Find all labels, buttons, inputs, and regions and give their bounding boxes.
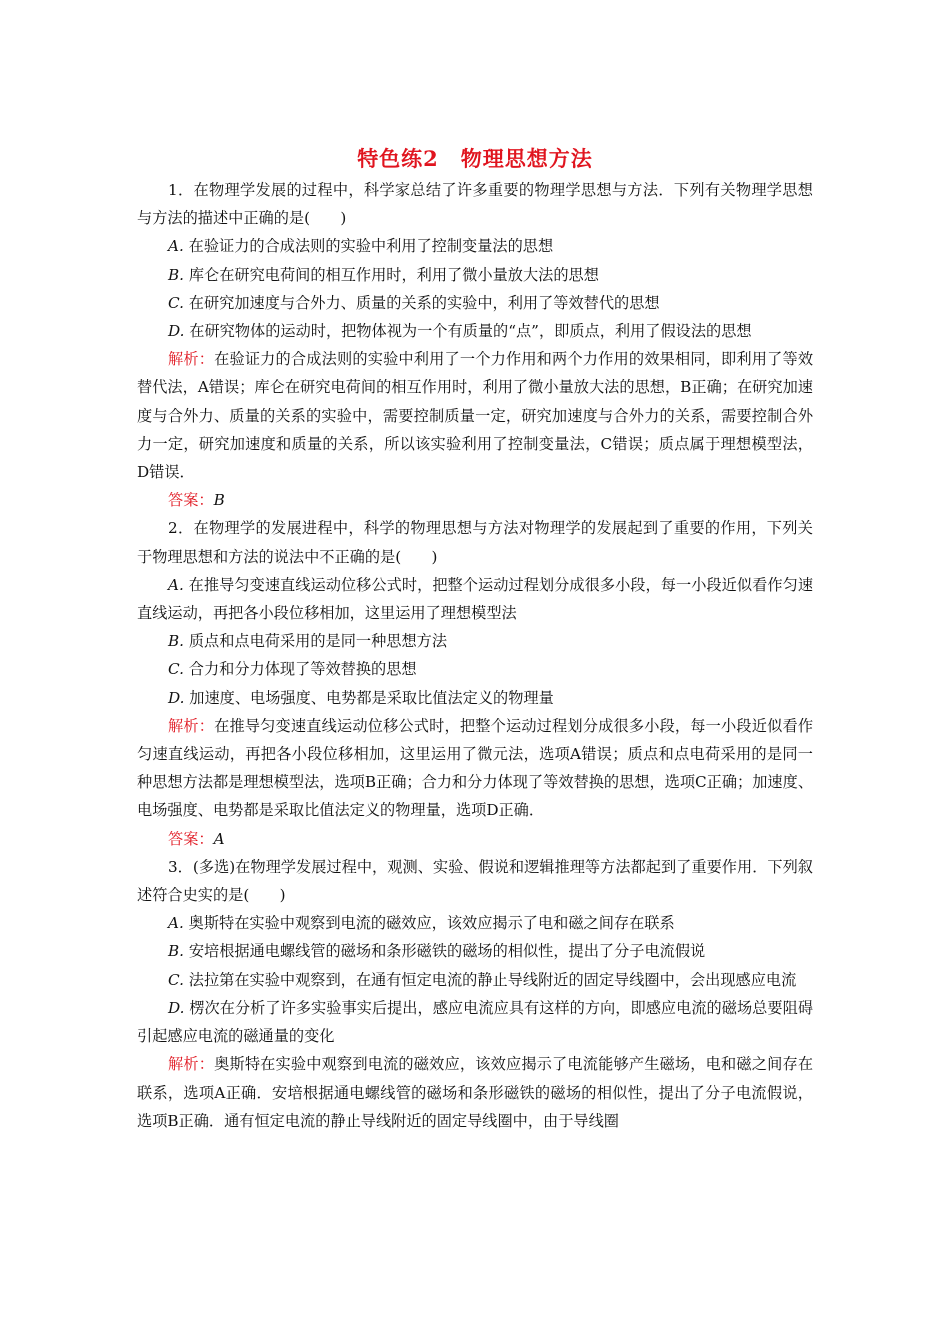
question-1 [137, 176, 813, 514]
option-text: 在验证力的合成法则的实验中利用了控制变量法的思想 [188, 237, 554, 256]
document-body [137, 176, 813, 1135]
option-letter: A. [168, 237, 184, 256]
option-a [137, 909, 813, 937]
option-b [137, 261, 813, 289]
analysis-text: 在验证力的合成法则的实验中利用了一个力作用和两个力作用的效果相同，即利用了等效替代法，A错误；库仑在研究电荷间的相互作用时，利用了微小量放大法的思想，B正确；在研究加速度与合外力、质量的关系的实验中，需要控制质量一定，研究加速度与合外力的关系，需要控制合外力一定，研究加速度和质量的关系，所以该实验利用了控制变量法，C错误；质点属于理想模型法，D错误． [137, 350, 814, 482]
option-letter: A. [168, 575, 184, 594]
option-letter: D. [168, 688, 185, 707]
answer [137, 825, 813, 853]
option-b [137, 627, 813, 655]
question-stem: 2．在物理学的发展进程中，科学的物理思想与方法对物理学的发展起到了重要的作用，下列关于物理思想和方法的说法中不正确的是( ) [137, 519, 813, 566]
analysis-text: 在推导匀变速直线运动位移公式时，把整个运动过程划分成很多小段，每一小段近似看作匀速直线运动，再把各小段位移相加，这里运用了微元法，选项A错误；质点和点电荷采用的是同一种思想方法都是理想模型法，选项B正确；合力和分力体现了等效替换的思想，选项C正确；加速度、电场强度、电势都是采取比值法定义的物理量，选项D正确． [137, 716, 814, 820]
answer-value: B [213, 491, 225, 510]
option-d [137, 994, 813, 1050]
option-letter: B. [168, 632, 184, 651]
option-letter: A. [168, 914, 184, 933]
option-letter: C. [168, 293, 184, 312]
option-text: 质点和点电荷采用的是同一种思想方法 [188, 632, 448, 651]
question-3 [137, 853, 813, 1135]
option-text: 在研究加速度与合外力、质量的关系的实验中，利用了等效替代的思想 [188, 293, 660, 312]
option-text: 加速度、电场强度、电势都是采取比值法定义的物理量 [189, 688, 554, 707]
option-letter: D. [168, 322, 185, 341]
question-stem: 1．在物理学发展的过程中，科学家总结了许多重要的物理学思想与方法．下列有关物理学思想与方法的描述中正确的是( ) [137, 181, 813, 228]
analysis [137, 712, 813, 825]
option-text: 库仑在研究电荷间的相互作用时，利用了微小量放大法的思想 [188, 265, 599, 284]
option-letter: C. [168, 970, 184, 989]
analysis-label: 解析： [168, 716, 215, 735]
option-b [137, 937, 813, 965]
analysis-label: 解析： [168, 1055, 215, 1074]
analysis-text: 奥斯特在实验中观察到电流的磁效应，该效应揭示了电流能够产生磁场，电和磁之间存在联系，选项A正确．安培根据通电螺线管的磁场和条形磁铁的磁场的相似性，提出了分子电流假说，选项B正确．通有恒定电流的静止导线附近的固定导线圈中，由于导线圈 [137, 1055, 814, 1130]
analysis [137, 345, 813, 486]
answer [137, 486, 813, 514]
option-letter: C. [168, 660, 184, 679]
option-letter: D. [168, 998, 185, 1017]
option-c [137, 655, 813, 683]
option-text: 在推导匀变速直线运动位移公式时，把整个运动过程划分成很多小段，每一小段近似看作匀速直线运动，再把各小段位移相加，这里运用了理想模型法 [137, 575, 814, 623]
answer-label: 答案： [168, 491, 214, 510]
analysis [137, 1050, 813, 1135]
question-2 [137, 514, 813, 852]
option-letter: B. [168, 942, 184, 961]
option-text: 奥斯特在实验中观察到电流的磁效应，该效应揭示了电和磁之间存在联系 [188, 914, 675, 933]
option-text: 法拉第在实验中观察到，在通有恒定电流的静止导线附近的固定导线圈中，会出现感应电流 [188, 970, 797, 989]
option-text: 合力和分力体现了等效替换的思想 [188, 660, 417, 679]
option-c [137, 289, 813, 317]
option-text: 楞次在分析了许多实验事实后提出，感应电流应具有这样的方向，即感应电流的磁场总要阻碍引起感应电流的磁通量的变化 [137, 998, 814, 1046]
option-a [137, 571, 813, 627]
option-d [137, 317, 813, 345]
answer-label: 答案： [168, 829, 214, 848]
option-text: 安培根据通电螺线管的磁场和条形磁铁的磁场的相似性，提出了分子电流假说 [188, 942, 706, 961]
option-d [137, 684, 813, 712]
question-stem: 3．(多选)在物理学发展过程中，观测、实验、假说和逻辑推理等方法都起到了重要作用．下列叙述符合史实的是( ) [137, 857, 813, 905]
option-letter: B. [168, 265, 184, 284]
page-title: 特色练2 物理思想方法 [357, 146, 593, 171]
option-a [137, 232, 813, 260]
answer-value: A [213, 829, 225, 848]
option-text: 在研究物体的运动时，把物体视为一个有质量的“点”，即质点，利用了假设法的思想 [189, 322, 752, 341]
option-c [137, 966, 813, 994]
analysis-label: 解析： [168, 350, 215, 369]
